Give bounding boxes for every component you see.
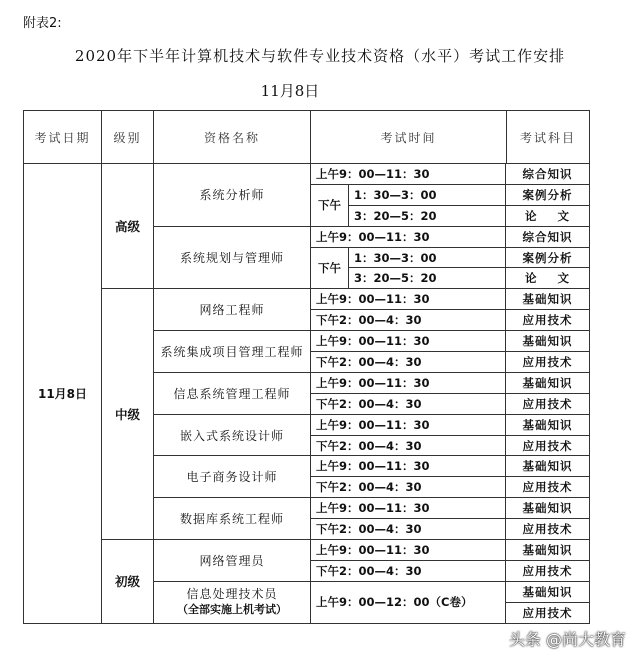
qualification-name: 信息系统管理工程师 (154, 372, 311, 414)
exam-subject: 基础知识 (506, 414, 590, 435)
exam-date-cell: 11月8日 (24, 164, 102, 624)
table-row (24, 289, 590, 310)
exam-subject: 应用技术 (506, 435, 590, 456)
exam-time: 上午9：00—11：30 (311, 414, 506, 435)
qualification-name: 嵌入式系统设计师 (154, 414, 311, 456)
qualification-name: 电子商务设计师 (154, 456, 311, 498)
exam-time: 上午9：00—11：30 (311, 226, 506, 247)
exam-time: 上午9：00—11：30 (311, 456, 506, 477)
exam-time: 下午2：00—4：30 (311, 310, 506, 331)
table-row (24, 540, 590, 561)
header-level: 级别 (102, 111, 154, 164)
exam-subject: 应用技术 (506, 519, 590, 540)
exam-subject: 基础知识 (506, 540, 590, 561)
exam-time: 1：30—3：00 (349, 184, 506, 205)
attachment-label: 附表2: (23, 16, 62, 31)
exam-subject: 应用技术 (506, 310, 590, 331)
exam-subject: 应用技术 (506, 477, 590, 498)
exam-schedule-body (23, 163, 590, 624)
exam-time: 上午9：00—11：30 (311, 289, 506, 310)
qualification-name: 网络管理员 (154, 540, 311, 582)
date-heading: 11月8日 (260, 82, 320, 100)
exam-time: 3：20—5：20 (349, 205, 506, 226)
exam-subject: 基础知识 (506, 331, 590, 352)
exam-time: 上午9：00—11：30 (311, 540, 506, 561)
exam-time: 下午2：00—4：30 (311, 435, 506, 456)
exam-time: 下午2：00—4：30 (311, 477, 506, 498)
header-exam-time: 考试时间 (311, 111, 507, 163)
exam-time: 上午9：00—11：30 (311, 372, 506, 393)
qualification-title: 信息处理技术员 (186, 587, 278, 602)
qualification-name (154, 581, 311, 623)
exam-subject: 案例分析 (506, 184, 590, 205)
exam-subject: 综合知识 (506, 226, 590, 247)
exam-time: 下午2：00—4：30 (311, 560, 506, 581)
qualification-name: 网络工程师 (154, 289, 311, 331)
exam-subject: 论 文 (506, 268, 590, 289)
qualification-name: 系统规划与管理师 (154, 226, 311, 289)
exam-time: 1：30—3：00 (349, 247, 506, 268)
exam-time: 3：20—5：20 (349, 268, 506, 289)
level-junior: 初级 (102, 540, 154, 624)
exam-time: 上午9：00—11：30 (311, 498, 506, 519)
header-qualification: 资格名称 (154, 111, 311, 164)
qualification-name: 系统分析师 (154, 164, 311, 227)
afternoon-label: 下午 (311, 247, 349, 289)
watermark: 头条 @尚大教育 (508, 630, 626, 649)
exam-subject: 案例分析 (506, 247, 590, 268)
exam-time: 上午9：00—11：30 (311, 331, 506, 352)
exam-schedule-table (23, 110, 590, 164)
header-exam-subject: 考试科目 (520, 130, 577, 145)
exam-subject: 基础知识 (506, 456, 590, 477)
exam-time: 上午9：00—12：00（C卷） (311, 581, 506, 623)
exam-subject: 基础知识 (506, 372, 590, 393)
exam-subject: 基础知识 (506, 289, 590, 310)
header-row (24, 111, 590, 164)
document-title: 2020年下半年计算机技术与软件专业技术资格（水平）考试工作安排 (74, 47, 566, 65)
exam-time: 下午2：00—4：30 (311, 393, 506, 414)
qualification-note: （全部实施上机考试） (177, 603, 287, 617)
exam-subject: 应用技术 (506, 352, 590, 373)
exam-subject: 应用技术 (506, 560, 590, 581)
header-time-subject (311, 111, 590, 164)
exam-time: 下午2：00—4：30 (311, 352, 506, 373)
exam-time: 下午2：00—4：30 (311, 519, 506, 540)
exam-time: 上午9：00—11：30 (311, 164, 506, 185)
qualification-name: 系统集成项目管理工程师 (154, 331, 311, 373)
header-exam-date: 考试日期 (24, 111, 102, 164)
level-senior: 高级 (102, 164, 154, 289)
table-row (24, 164, 590, 185)
afternoon-label: 下午 (311, 184, 349, 226)
exam-subject: 基础知识 (506, 581, 590, 602)
exam-subject: 综合知识 (506, 164, 590, 185)
exam-subject: 论 文 (506, 205, 590, 226)
exam-subject: 应用技术 (506, 393, 590, 414)
exam-subject: 基础知识 (506, 498, 590, 519)
exam-subject: 应用技术 (506, 602, 590, 623)
level-intermediate: 中级 (102, 289, 154, 540)
qualification-name: 数据库系统工程师 (154, 498, 311, 540)
